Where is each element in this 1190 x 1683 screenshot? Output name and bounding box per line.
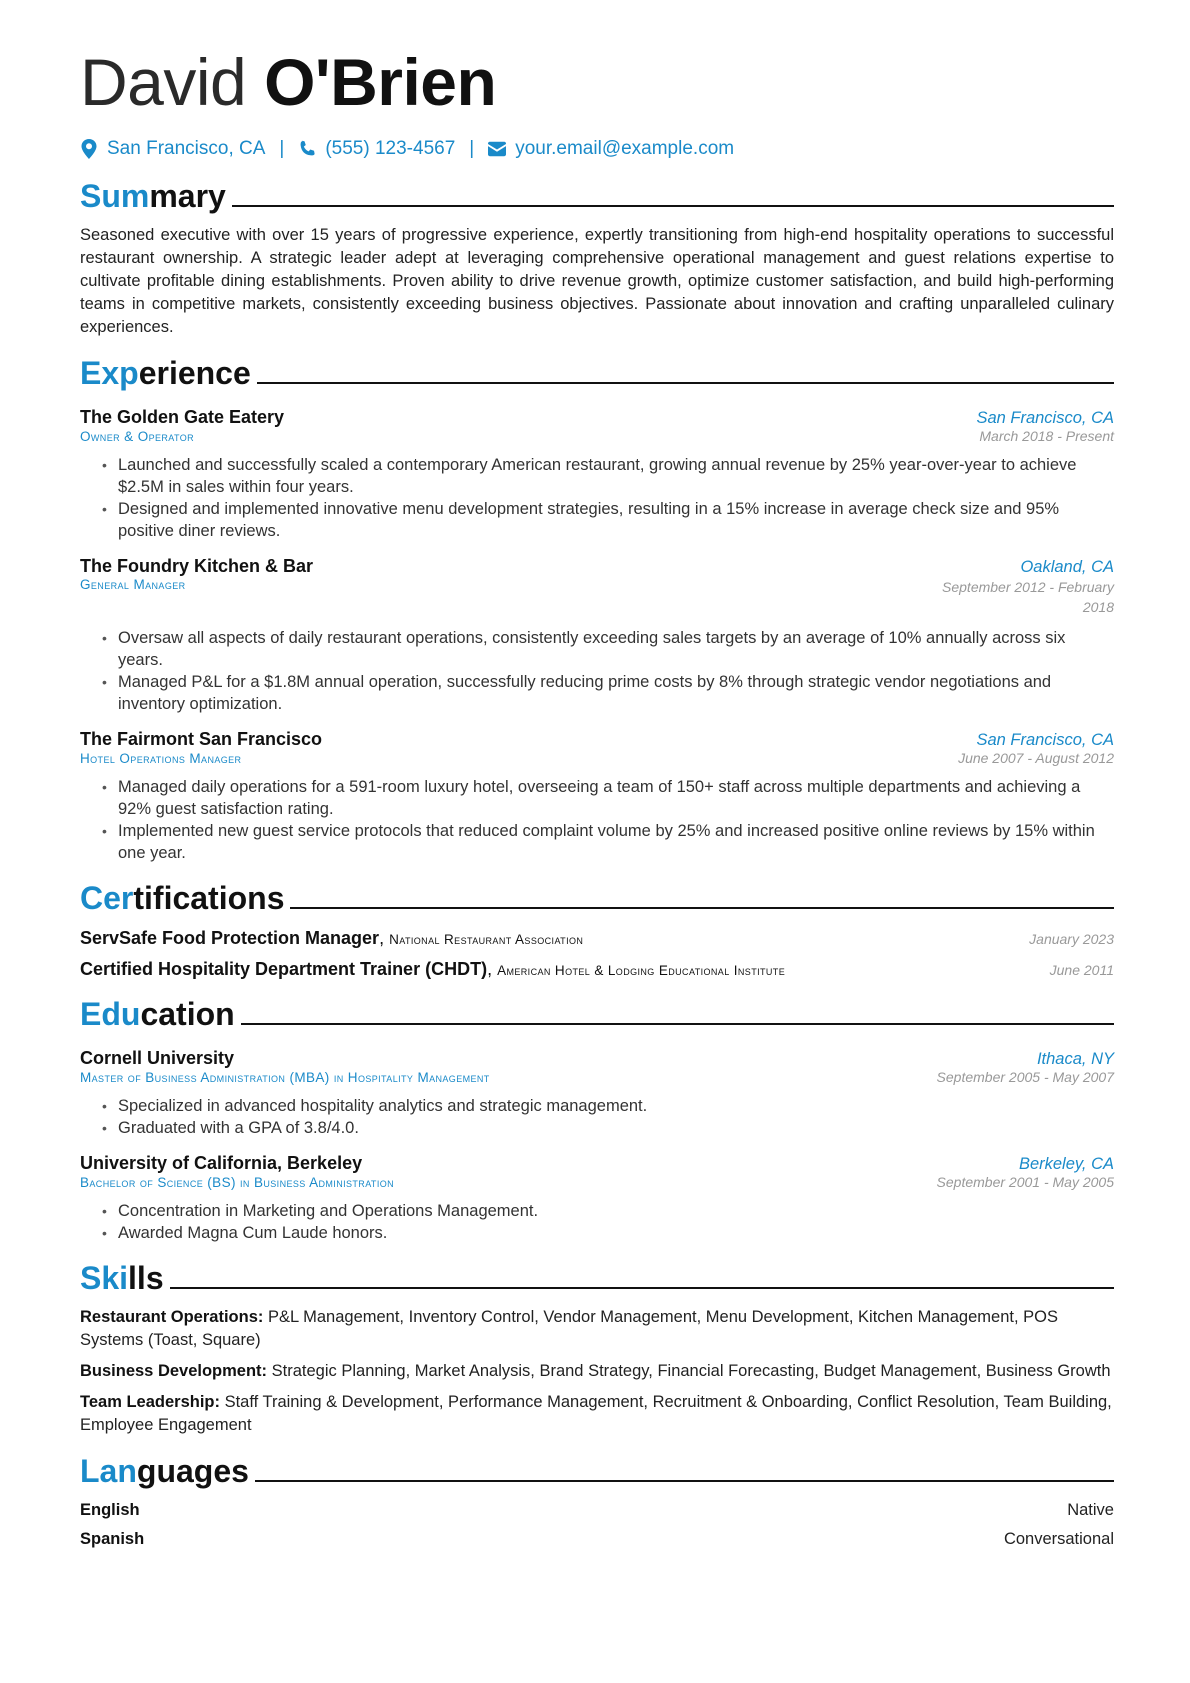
skills-heading xyxy=(80,1258,1114,1298)
degree-title: Bachelor of Science (BS) in Business Administration xyxy=(80,1175,395,1190)
language-name: English xyxy=(80,1501,140,1519)
job-title: General Manager xyxy=(80,577,186,592)
map-pin-icon xyxy=(80,139,98,159)
section-title-rest: mary xyxy=(149,178,226,214)
section-title-rest: tifications xyxy=(133,880,285,916)
cert-name: ServSafe Food Protection Manager xyxy=(80,928,380,948)
education-bullets xyxy=(80,1200,1114,1244)
bullet-item: • Specialized in advanced hospitality analytics and strategic management. xyxy=(102,1095,1114,1117)
section-title-accent: Sum xyxy=(80,178,150,214)
school-location: Berkeley, CA xyxy=(1018,1155,1114,1173)
skill-group xyxy=(80,1360,1114,1383)
experience-entry xyxy=(80,556,1114,715)
job-dates: September 2012 - February 2018 xyxy=(942,579,1114,615)
employer-name: The Fairmont San Francisco xyxy=(80,729,323,749)
languages-heading xyxy=(80,1451,1114,1491)
phone-text: (555) 123-4567 xyxy=(325,138,456,159)
section-title-accent: Edu xyxy=(80,996,141,1032)
bullet-item: • Graduated with a GPA of 3.8/4.0. xyxy=(102,1117,1114,1139)
skill-group-label: Business Development: xyxy=(80,1362,268,1380)
section-rule xyxy=(170,1287,1114,1289)
section-title-accent: Cer xyxy=(80,880,134,916)
section-title-rest: lls xyxy=(128,1260,164,1296)
language-level: Native xyxy=(1067,1501,1114,1519)
cert-issuer: American Hotel & Lodging Educational Institute xyxy=(497,963,786,978)
language-entry xyxy=(80,1501,1114,1520)
section-rule xyxy=(257,382,1114,384)
skill-group-text: Strategic Planning, Market Analysis, Brand Strategy, Financial Forecasting, Budget Management, Business Growth xyxy=(271,1362,1111,1380)
skill-group xyxy=(80,1306,1114,1352)
first-name: David xyxy=(80,45,247,119)
employer-name: The Golden Gate Eatery xyxy=(80,407,285,427)
cert-issuer: National Restaurant Association xyxy=(389,932,584,947)
section-title-rest: erience xyxy=(138,355,251,391)
bullet-item: • Managed daily operations for a 591-room luxury hotel, overseeing a team of 150+ staff across multiple departments and achieving a 92% guest satisfaction rating. xyxy=(102,776,1114,820)
cert-name: Certified Hospitality Department Trainer (CHDT) xyxy=(80,959,488,979)
school-dates: September 2001 - May 2005 xyxy=(936,1174,1114,1190)
job-location: San Francisco, CA xyxy=(976,409,1114,427)
section-rule xyxy=(241,1023,1114,1025)
job-location: Oakland, CA xyxy=(1020,558,1114,576)
job-bullets xyxy=(80,776,1114,864)
bullet-item: • Launched and successfully scaled a contemporary American restaurant, growing annual revenue by 25% year-over-year to achieve $2.5M in sales within four years. xyxy=(102,454,1114,498)
email-link: your.email@example.com xyxy=(515,138,735,159)
bullet-item: • Designed and implemented innovative menu development strategies, resulting in a 15% increase in average check size and 95% positive diner reviews. xyxy=(102,498,1114,542)
education-entry xyxy=(80,1048,1114,1139)
bullet-item: • Awarded Magna Cum Laude honors. xyxy=(102,1222,1114,1244)
cert-date: January 2023 xyxy=(1029,931,1114,947)
section-title-accent: Ski xyxy=(80,1260,129,1296)
language-name: Spanish xyxy=(80,1530,145,1548)
job-dates: June 2007 - August 2012 xyxy=(958,750,1114,766)
contact-separator: | xyxy=(469,138,475,159)
last-name: O'Brien xyxy=(264,45,497,119)
education-heading xyxy=(80,994,1114,1034)
language-level: Conversational xyxy=(1003,1530,1114,1548)
summary-heading xyxy=(80,176,1114,216)
location-text: San Francisco, CA xyxy=(107,138,266,159)
skill-group-label: Restaurant Operations: xyxy=(80,1308,264,1326)
contact-line xyxy=(80,136,1114,162)
degree-title: Master of Business Administration (MBA) in Hospitality Management xyxy=(80,1070,490,1085)
skill-group-text: Staff Training & Development, Performance Management, Recruitment & Onboarding, Conflict Resolution, Team Building, Employee Engagement xyxy=(80,1393,1112,1434)
job-dates: March 2018 - Present xyxy=(979,428,1114,444)
certification-entry: Certified Hospitality Department Trainer (CHDT), American Hotel & Lodging Educational Institute June 2011 xyxy=(80,959,1114,979)
certification-entry: ServSafe Food Protection Manager, National Restaurant Association January 2023 xyxy=(80,928,1114,948)
bullet-item: • Implemented new guest service protocols that reduced complaint volume by 25% and increased positive online reviews by 15% within one year. xyxy=(102,820,1114,864)
education-bullets xyxy=(80,1095,1114,1139)
job-bullets xyxy=(80,454,1114,542)
section-title-accent: Exp xyxy=(80,355,139,391)
school-name: Cornell University xyxy=(80,1048,235,1068)
section-title-rest: cation xyxy=(140,996,235,1032)
contact-separator: | xyxy=(279,138,285,159)
skill-group-label: Team Leadership: xyxy=(80,1393,220,1411)
bullet-item: • Managed P&L for a $1.8M annual operation, successfully reducing prime costs by 8% through strategic vendor negotiations and inventory optimization. xyxy=(102,671,1114,715)
job-title: Hotel Operations Manager xyxy=(80,751,242,766)
certifications-heading xyxy=(80,878,1114,918)
phone-icon xyxy=(298,139,316,159)
section-title-rest: guages xyxy=(136,1453,249,1489)
job-bullets xyxy=(80,627,1114,715)
job-location: San Francisco, CA xyxy=(976,731,1114,749)
contact-location xyxy=(80,138,265,160)
school-name: University of California, Berkeley xyxy=(80,1153,363,1173)
skill-group xyxy=(80,1391,1114,1437)
experience-heading xyxy=(80,353,1114,393)
bullet-item: • Oversaw all aspects of daily restaurant operations, consistently exceeding sales targets by an average of 10% annually across six years. xyxy=(102,627,1114,671)
school-location: Ithaca, NY xyxy=(1036,1050,1114,1068)
contact-phone[interactable] xyxy=(298,138,455,160)
experience-entry xyxy=(80,729,1114,864)
section-title-accent: Lan xyxy=(80,1453,137,1489)
contact-email[interactable] xyxy=(488,138,734,160)
school-dates: September 2005 - May 2007 xyxy=(936,1069,1114,1085)
education-entry xyxy=(80,1153,1114,1244)
cert-date: June 2011 xyxy=(1049,962,1114,978)
skill-group-text: P&L Management, Inventory Control, Vendor Management, Menu Development, Kitchen Management, POS Systems (Toast, Square) xyxy=(80,1308,1058,1349)
summary-text: Seasoned executive with over 15 years of progressive experience, expertly transitioning from high-end hospitality operations to successful restaurant ownership. A strategic leader adept at leveraging comprehensive operational management and guest relations expertise to cultivate profitable dining establishments. Proven ability to drive revenue growth, optimize customer satisfaction, and build high-performing teams in competitive markets, consistently exceeding business objectives. Passionate about innovation and crafting unparalleled culinary experiences. xyxy=(80,226,1114,336)
employer-name: The Foundry Kitchen & Bar xyxy=(80,556,314,576)
section-rule xyxy=(232,205,1114,207)
candidate-name xyxy=(80,44,1114,120)
section-rule xyxy=(255,1480,1114,1482)
job-title: Owner & Operator xyxy=(80,429,195,444)
section-rule xyxy=(290,907,1114,909)
language-entry xyxy=(80,1530,1114,1549)
experience-entry xyxy=(80,407,1114,542)
bullet-item: • Concentration in Marketing and Operations Management. xyxy=(102,1200,1114,1222)
envelope-icon xyxy=(488,139,506,159)
